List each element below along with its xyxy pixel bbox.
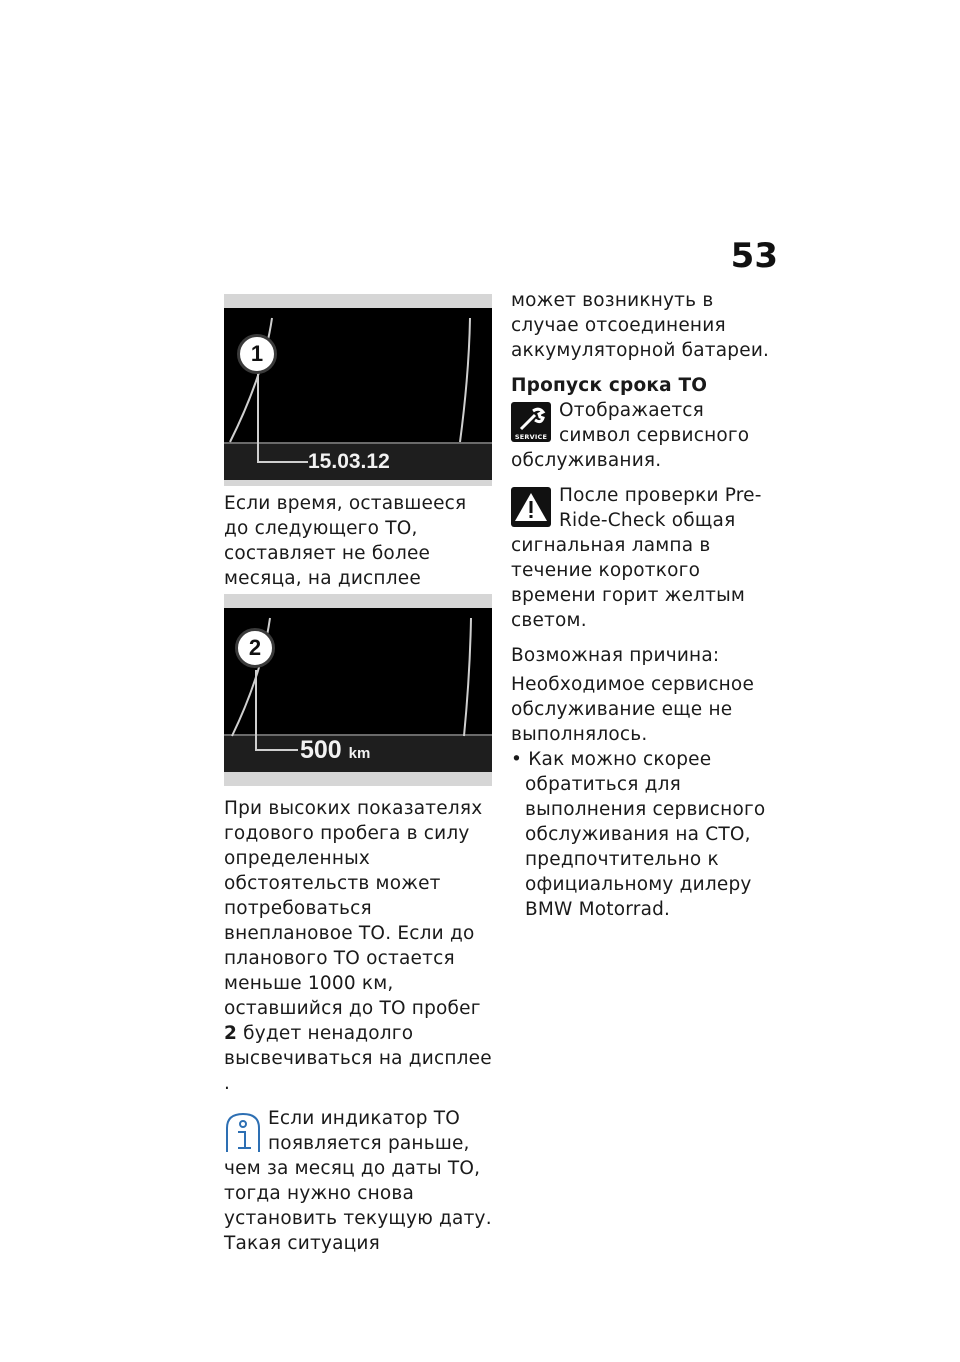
section-heading: Пропуск срока ТО [511,375,708,396]
callout-1: 1 [237,334,277,374]
bullet-item: • Как можно скорее обратиться для выполнения сервисного обслуживания на СТО, предпочтительно к официальному дилеру BMW Motorrad. [511,749,766,920]
warning-triangle-icon [511,487,551,527]
service-date-readout: 15.03.12 [308,450,390,473]
left-paragraph-1: Если время, оставшееся до следующего ТО, составляет не более месяца, на дисплее [224,491,496,616]
right-column: может возникнуть в случае отсоединения аккумуляторной батареи. Пропуск срока ТО SERVICE Отображается символ сервисного обслуживания. После проверки Pre-Ride-Check общая сигнальная лампа в течение короткого времени горит желтым светом. Возможная причина: Необходимое сервисное обслуживание еще не выполнялось. • Как можно скорее обратиться для выполнения сервисного обслуживания на СТО, предпочтительно к официальному дилеру BMW Motorrad. [511,288,781,922]
remaining-distance-readout: 500 km [300,736,371,764]
callout-2: 2 [235,628,275,668]
service-wrench-icon [511,402,551,442]
left-paragraph-2: При высоких показателях годового пробега в силу определенных обстоятельств может потребоваться внеплановое ТО. Если до планового ТО остается меньше 1000 км, оставшийся до ТО пробег 2 будет ненадолго высвечиваться на дисплее . Если индикатор ТО появляется раньше, чем за месяц до даты ТО, тогда нужно снова установить текущую дату. Такая ситуация [224,798,492,1254]
display-figure-distance [224,594,492,786]
page-number: 53 [730,236,778,276]
info-note: Если индикатор ТО появляется раньше, чем за месяц до даты ТО, тогда нужно снова установить текущую дату. Такая ситуация [224,1108,492,1254]
info-icon [224,1110,262,1154]
ref-2: 2 [224,1023,238,1044]
svg-text:SERVICE: SERVICE [514,433,548,441]
display-figure-date [224,294,492,486]
